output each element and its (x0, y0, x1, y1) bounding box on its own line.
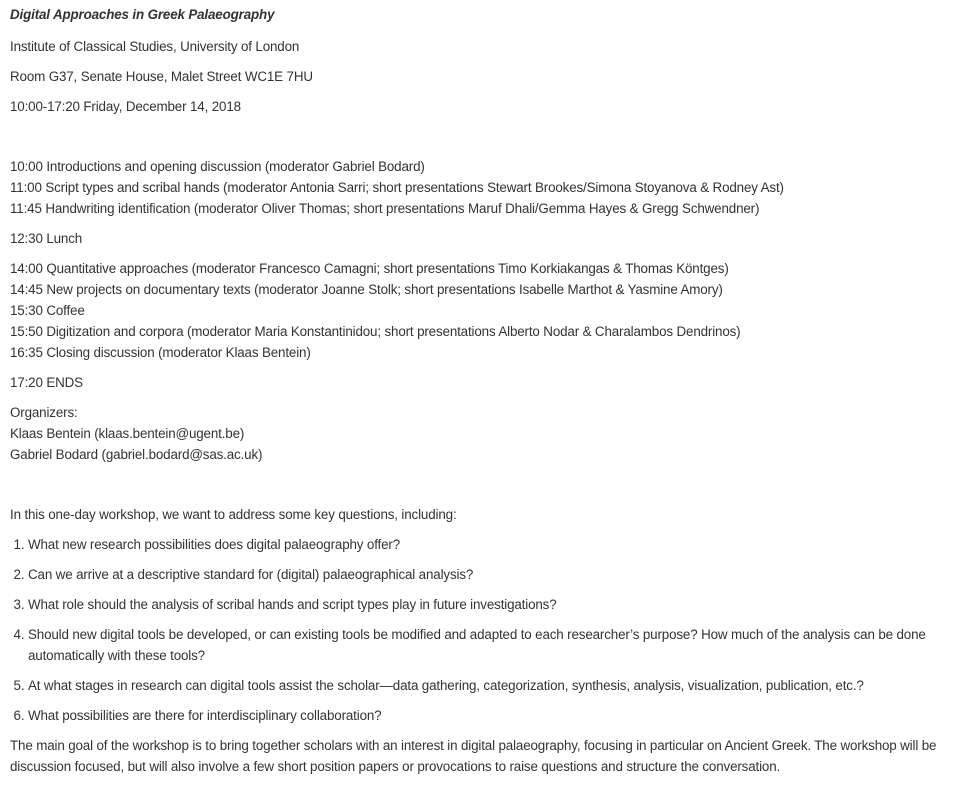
schedule-block-morning (10, 156, 950, 219)
schedule-item: 15:30 Coffee (10, 303, 85, 318)
list-item: 2. Can we arrive at a descriptive standard for (digital) palaeographical analysis? (28, 564, 950, 585)
questions-list (10, 534, 950, 726)
schedule-item: 15:50 Digitization and corpora (moderator Maria Konstantinidou; short presentations Alberto Nodar & Charalambos Dendrinos) (10, 324, 741, 339)
schedule-block-lunch (10, 228, 950, 249)
event-room: Room G37, Senate House, Malet Street WC1E 7HU (10, 69, 313, 84)
organizer-entry: Gabriel Bodard (gabriel.bodard@sas.ac.uk) (10, 447, 263, 462)
schedule-item: 11:45 Handwriting identification (moderator Oliver Thomas; short presentations Maruf Dhali/Gemma Hayes & Gregg Schwendner) (10, 201, 760, 216)
schedule-block-afternoon (10, 258, 950, 363)
schedule-item: 14:45 New projects on documentary texts (moderator Joanne Stolk; short presentations Isabelle Marthot & Yasmine Amory) (10, 282, 723, 297)
schedule (10, 156, 950, 393)
list-item: 6. What possibilities are there for interdisciplinary collaboration? (28, 705, 950, 726)
list-item: 3. What role should the analysis of scribal hands and script types play in future investigations? (28, 594, 950, 615)
organizer-entry: Klaas Bentein (klaas.bentein@ugent.be) (10, 426, 245, 441)
schedule-item: 10:00 Introductions and opening discussion (moderator Gabriel Bodard) (10, 159, 425, 174)
goal-paragraph: The main goal of the workshop is to bring together scholars with an interest in digital palaeography, focusing in particular on Ancient Greek. The workshop will be discussion focused, but will also involve a few short position papers or provocations to raise questions and structure the conversation. (10, 738, 937, 774)
schedule-item: 11:00 Script types and scribal hands (moderator Antonia Sarri; short presentations Stewart Brookes/Simona Stoyanova & Rodney Ast) (10, 180, 784, 195)
organizers (10, 402, 950, 465)
schedule-item: 17:20 ENDS (10, 375, 83, 390)
schedule-item: 16:35 Closing discussion (moderator Klaas Bentein) (10, 345, 311, 360)
list-item: 4. Should new digital tools be developed, or can existing tools be modified and adapted to each researcher’s purpose? How much of the analysis can be done automatically with these tools? (28, 624, 950, 666)
list-item: 5. At what stages in research can digital tools assist the scholar—data gathering, categorization, synthesis, analysis, visualization, publication, etc.? (28, 675, 950, 696)
event-datetime: 10:00-17:20 Friday, December 14, 2018 (10, 99, 241, 114)
intro-text: In this one-day workshop, we want to address some key questions, including: (10, 507, 457, 522)
schedule-item: 12:30 Lunch (10, 231, 83, 246)
schedule-block-end (10, 372, 950, 393)
event-meta (10, 36, 950, 117)
list-item: 1. What new research possibilities does digital palaeography offer? (28, 534, 950, 555)
organizers-heading: Organizers: (10, 405, 78, 420)
event-institute: Institute of Classical Studies, University of London (10, 39, 300, 54)
page-title: Digital Approaches in Greek Palaeography (10, 7, 275, 22)
schedule-item: 14:00 Quantitative approaches (moderator Francesco Camagni; short presentations Timo Korkiakangas & Thomas Köntges) (10, 261, 729, 276)
